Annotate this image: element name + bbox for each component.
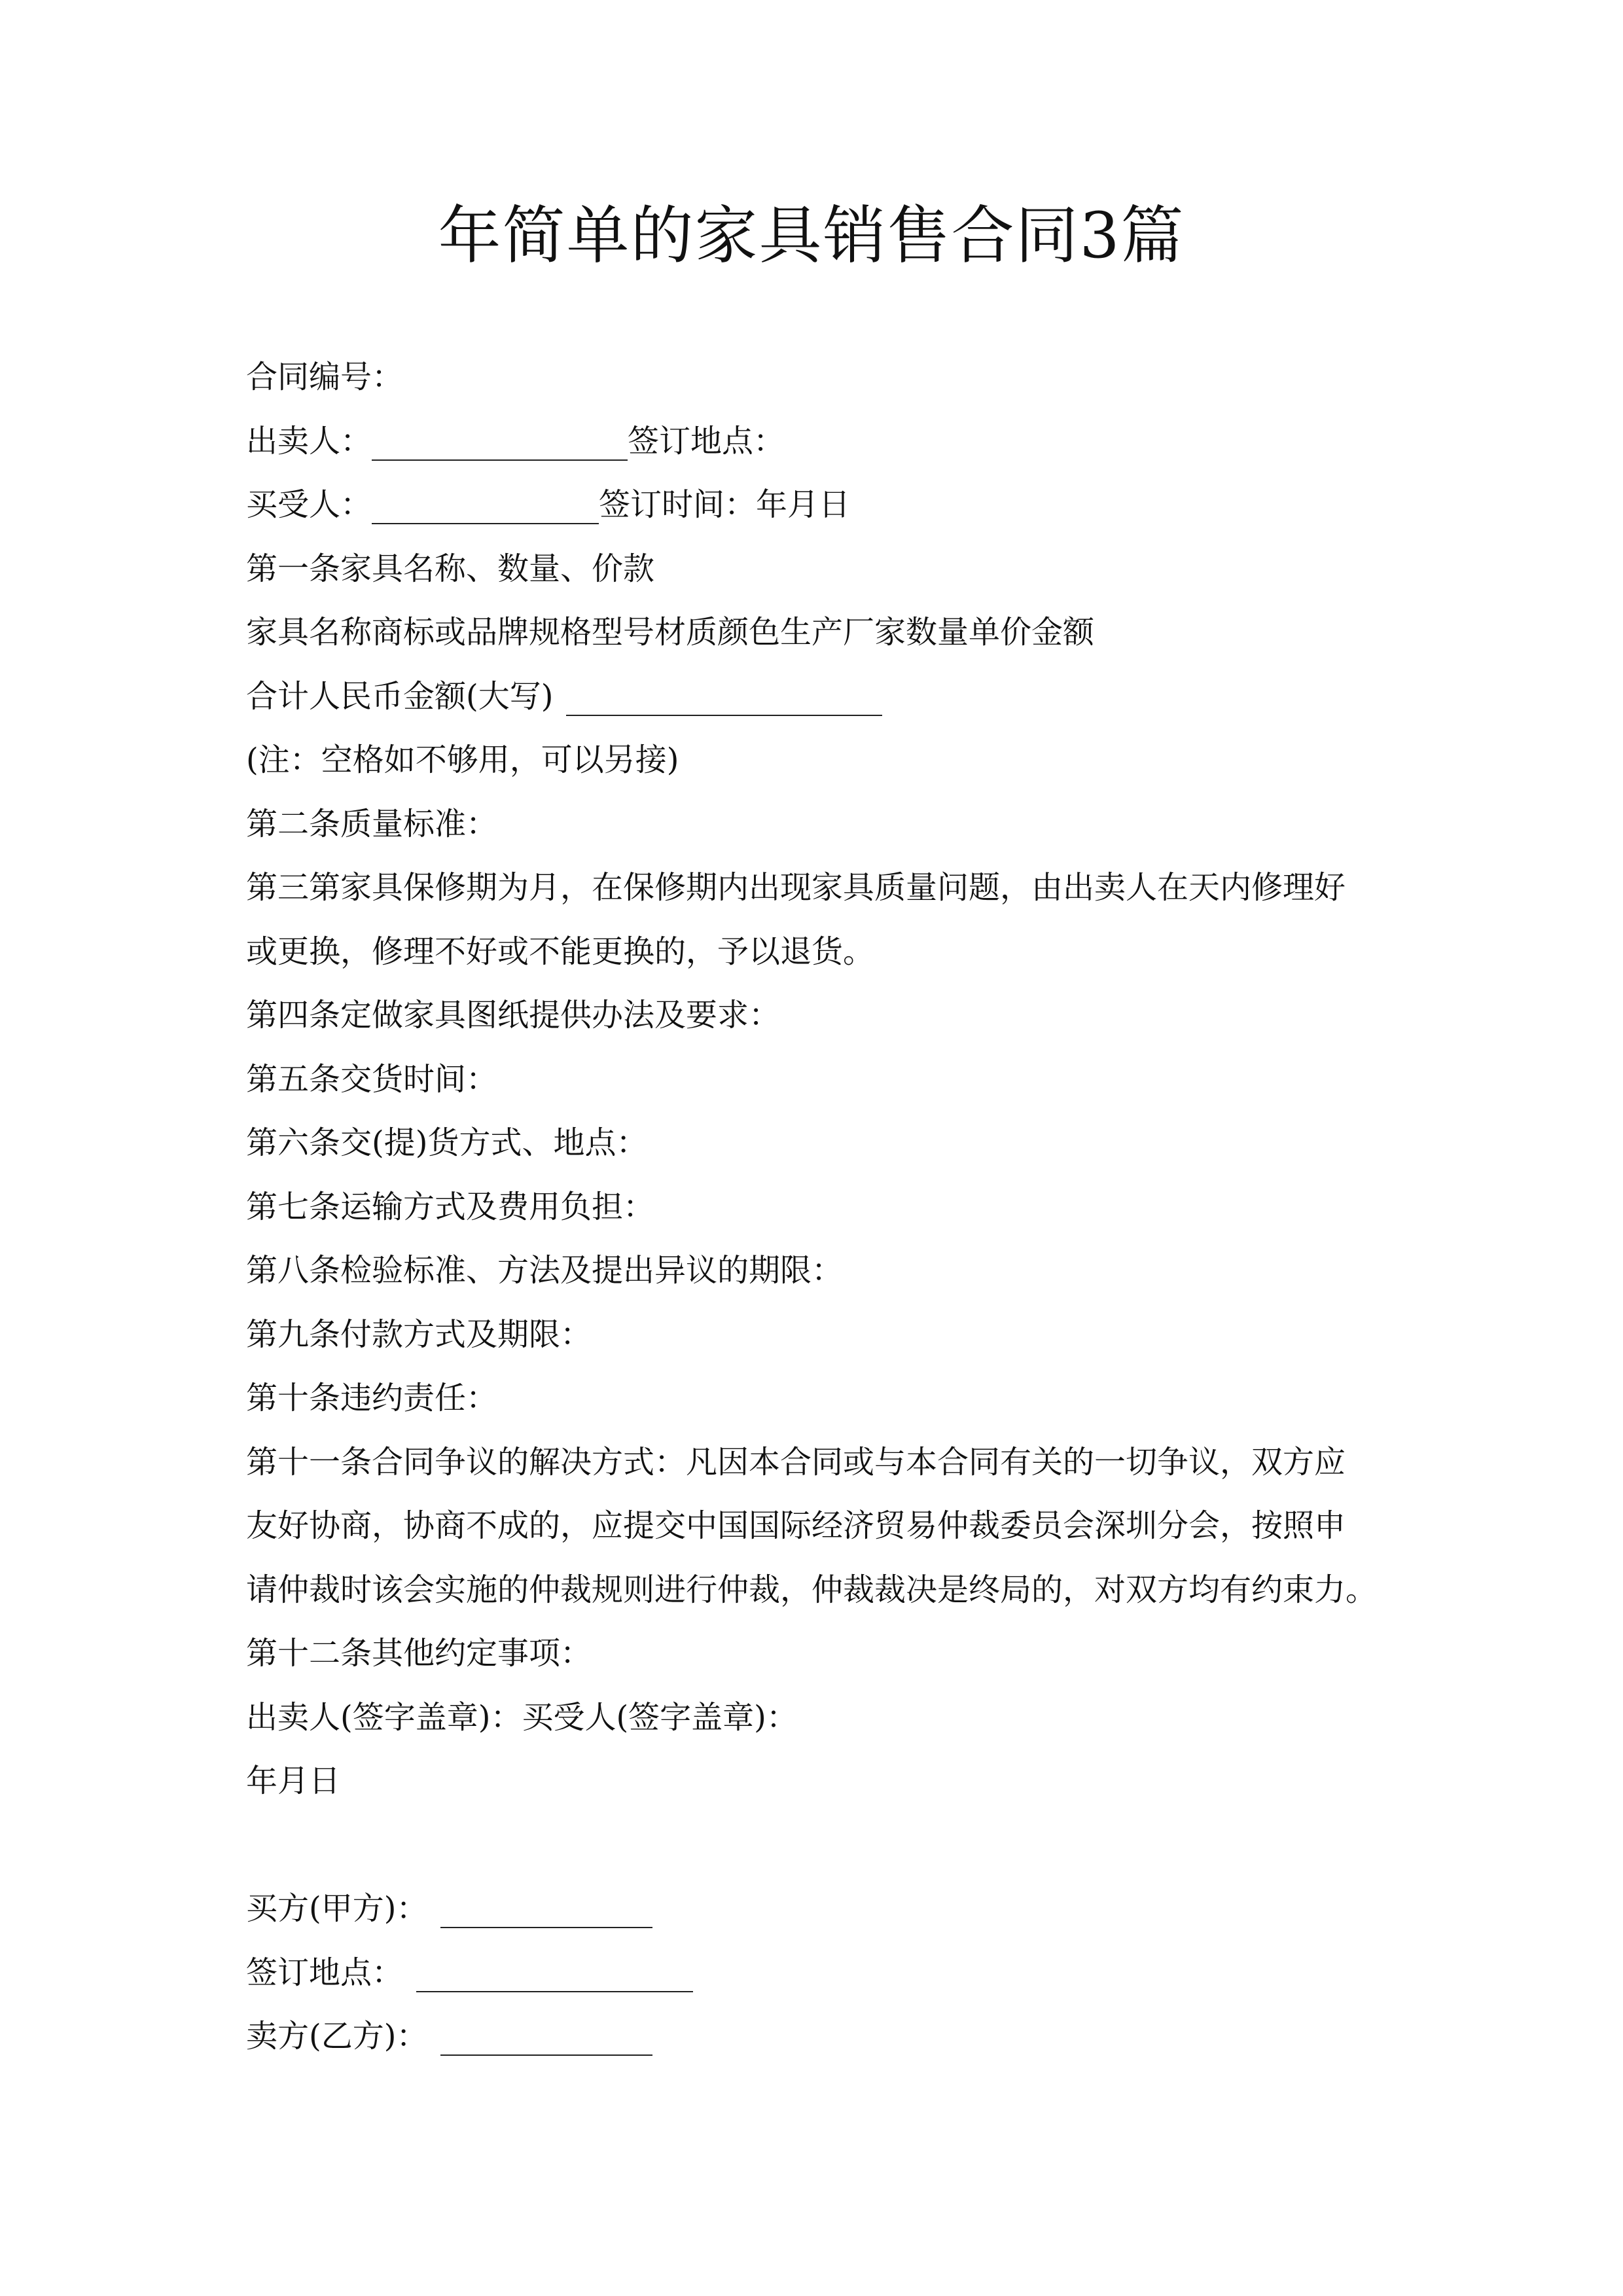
document-title: 年简单的家具销售合同3篇 — [438, 199, 1185, 272]
sign-place-label: 签订地点： — [628, 422, 785, 459]
seller-label: 出卖人： — [246, 422, 372, 459]
seller-line — [246, 410, 1398, 474]
party-b-label: 卖方(乙方)： — [246, 2018, 428, 2054]
contract-number-line: 合同编号： — [246, 359, 404, 395]
article-11-line-3: 请仲裁时该会实施的仲裁规则进行仲裁，仲裁裁决是终局的，对双方均有约束力。 — [246, 1571, 1378, 1608]
place-blank — [416, 1952, 693, 1992]
date-line: 年月日 — [246, 1763, 341, 1799]
article-7: 第七条运输方式及费用负担： — [246, 1188, 655, 1225]
buyer-line — [246, 473, 1398, 537]
seller-blank — [372, 420, 628, 461]
party-a-label: 买方(甲方)： — [246, 1890, 428, 1927]
article-6: 第六条交(提)货方式、地点： — [246, 1124, 648, 1161]
party-b-blank — [440, 2015, 652, 2056]
table-header-line: 家具名称商标或品牌规格型号材质颜色生产厂家数量单价金额 — [246, 614, 1095, 651]
article-11-line-1: 第十一条合同争议的解决方式：凡因本合同或与本合同有关的一切争议，双方应 — [246, 1443, 1346, 1480]
article-3-line-1: 第三第家具保修期为月，在保修期内出现家具质量问题，由出卖人在天内修理好 — [246, 869, 1346, 906]
article-10: 第十条违约责任： — [246, 1380, 498, 1416]
article-12: 第十二条其他约定事项： — [246, 1635, 592, 1672]
total-amount-blank — [566, 675, 882, 716]
party-a-line — [246, 1877, 1398, 1941]
note-line: (注：空格如不够用，可以另接) — [246, 742, 679, 778]
total-amount-label: 合计人民币金额(大写) — [246, 677, 554, 715]
signatures-line: 出卖人(签字盖章)：买受人(签字盖章)： — [246, 1698, 798, 1736]
document-body — [246, 346, 1398, 2069]
article-5: 第五条交货时间： — [246, 1060, 498, 1098]
party-a-blank — [440, 1888, 652, 1928]
article-4: 第四条定做家具图纸提供办法及要求： — [246, 997, 781, 1033]
buyer-blank — [372, 484, 599, 524]
total-amount-line — [246, 665, 1398, 729]
article-1: 第一条家具名称、数量、价款 — [246, 550, 655, 587]
article-2: 第二条质量标准： — [246, 805, 498, 842]
article-3-line-2: 或更换，修理不好或不能更换的，予以退货。 — [246, 933, 875, 970]
buyer-label: 买受人： — [246, 486, 372, 523]
place-label: 签订地点： — [246, 1954, 404, 1991]
spacer — [246, 1814, 1398, 1878]
article-11-line-2: 友好协商，协商不成的，应提交中国国际经济贸易仲裁委员会深圳分会，按照申 — [246, 1507, 1346, 1544]
article-9: 第九条付款方式及期限： — [246, 1316, 592, 1353]
sign-time-label: 签订时间：年月日 — [599, 486, 851, 523]
party-b-line — [246, 2005, 1398, 2069]
place-line — [246, 1941, 1398, 2005]
article-8: 第八条检验标准、方法及提出异议的期限： — [246, 1252, 844, 1289]
